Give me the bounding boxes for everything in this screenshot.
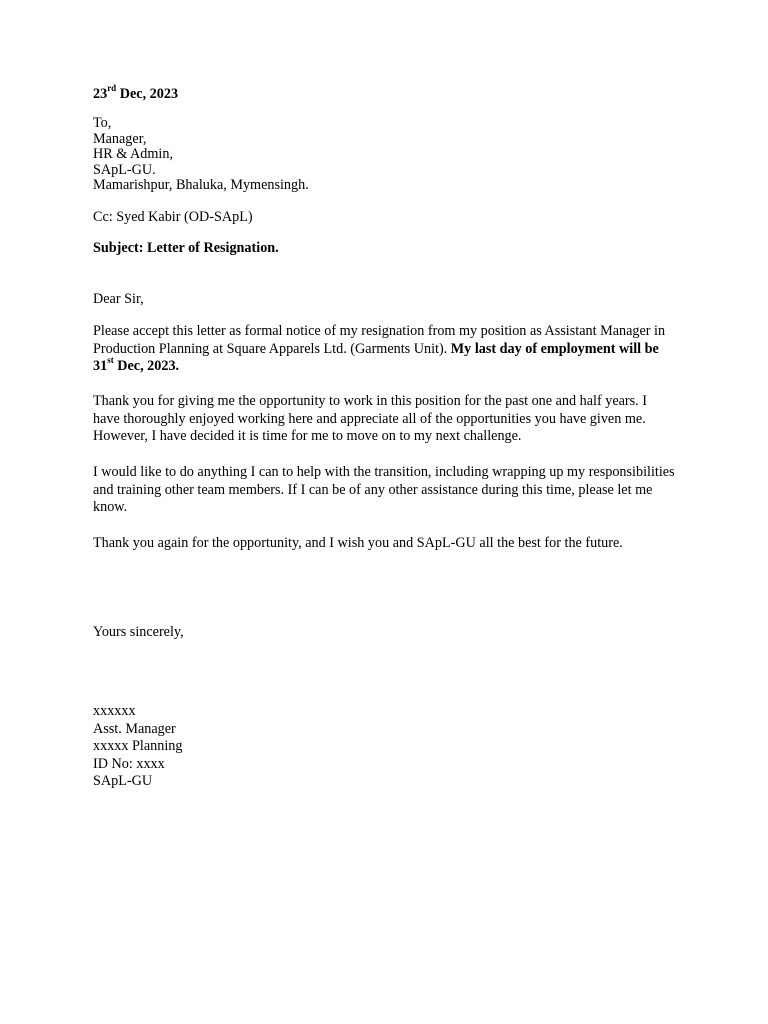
signatory-designation: Asst. Manager [93, 720, 176, 737]
salutation: Dear Sir, [93, 291, 144, 307]
subject-line: Subject: Letter of Resignation. [93, 240, 279, 256]
letter-date [93, 83, 179, 103]
paragraph-resignation-notice [93, 323, 681, 376]
recipient-title: Manager, [93, 130, 147, 147]
date-suffix: rd [107, 83, 117, 94]
last-day-date [93, 355, 681, 376]
date-rest: Dec, 2023 [116, 86, 179, 102]
signatory-company: SApL-GU [93, 773, 153, 789]
signatory-name: xxxxxx [93, 703, 136, 719]
last-day-suffix: st [107, 355, 114, 366]
paragraph-line: Thank you for giving me the opportunity to work in this position for the past one and half years. I [93, 393, 647, 409]
signatory-id: ID No: xxxx [93, 755, 165, 772]
paragraph-transition [93, 464, 681, 517]
last-day-rest: Dec, 2023. [113, 358, 180, 374]
paragraph-line: I would like to do anything I can to help with the transition, including wrapping up my responsibilities [93, 464, 675, 480]
signatory-department: xxxxx Planning [93, 738, 183, 754]
cc-line: Cc: Syed Kabir (OD-SApL) [93, 209, 253, 225]
recipient-company: SApL-GU. [93, 161, 156, 178]
paragraph-line: However, I have decided it is time for me to move on to my next challenge. [93, 428, 522, 444]
recipient-address: Mamarishpur, Bhaluka, Mymensingh. [93, 177, 309, 194]
recipient-to: To, [93, 115, 112, 131]
recipient-department: HR & Admin, [93, 146, 174, 163]
date-day: 23 [93, 86, 108, 102]
paragraph-gratitude [93, 393, 681, 446]
signature-block [93, 703, 182, 791]
paragraph-line [93, 341, 681, 359]
closing-phrase: Yours sincerely, [93, 624, 184, 640]
paragraph-text: Production Planning at Square Apparels Ltd. (Garments Unit). [93, 340, 448, 357]
paragraph-line: and training other team members. If I can be of any other assistance during this time, please let me [93, 481, 653, 498]
paragraph-line: know. [93, 499, 128, 515]
paragraph-line: Please accept this letter as formal notice of my resignation from my position as Assistant Manager in [93, 323, 666, 339]
recipient-block [93, 116, 309, 194]
paragraph-line: have thoroughly enjoyed working here and appreciate all of the opportunities you have given me. [93, 410, 646, 427]
last-day-statement: My last day of employment will be [450, 340, 659, 357]
last-day-day: 31 [93, 358, 108, 374]
paragraph-closing-thanks: Thank you again for the opportunity, and I wish you and SApL-GU all the best for the future. [93, 535, 623, 551]
